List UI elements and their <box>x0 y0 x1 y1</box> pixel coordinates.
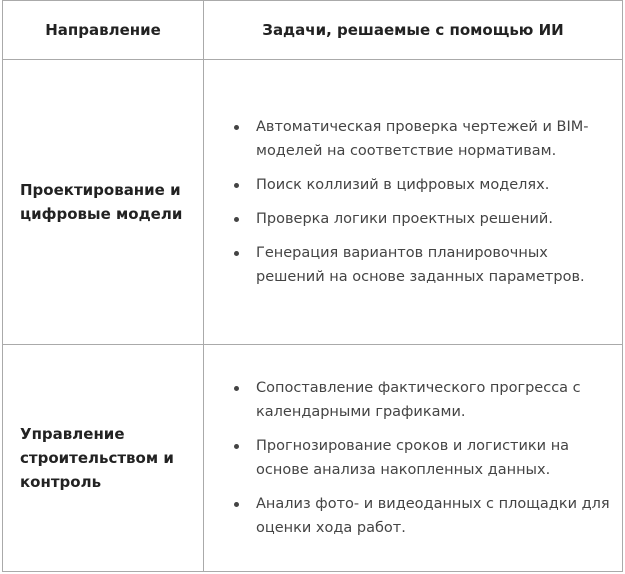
header-tasks: Задачи, решаемые с помощью ИИ <box>204 1 623 60</box>
list-item <box>232 115 610 163</box>
table-row <box>3 345 623 572</box>
task-text: Автоматическая проверка чертежей и BIM-моделей на соответствие нормативам. <box>256 119 589 159</box>
list-item <box>232 434 610 482</box>
bullet-icon <box>234 183 239 188</box>
list-item <box>232 173 610 197</box>
header-direction: Направление <box>3 1 204 60</box>
bullet-icon <box>234 502 239 507</box>
list-item <box>232 376 610 424</box>
table-row <box>3 60 623 345</box>
bullet-icon <box>234 125 239 130</box>
tasks-cell <box>204 345 623 572</box>
bullet-icon <box>234 217 239 222</box>
tasks-list <box>232 376 610 540</box>
bullet-icon <box>234 386 239 391</box>
task-text: Анализ фото- и видеоданных с площадки для оценки хода работ. <box>256 496 610 536</box>
list-item <box>232 207 610 231</box>
task-text: Прогнозирование сроков и логистики на основе анализа накопленных данных. <box>256 438 570 478</box>
task-text: Генерация вариантов планировочных решений на основе заданных параметров. <box>256 245 585 285</box>
direction-cell: Проектирование и цифровые модели <box>3 60 204 345</box>
direction-cell: Управление строительством и контроль <box>3 345 204 572</box>
ai-tasks-table <box>2 0 623 572</box>
task-text: Сопоставление фактического прогресса с календарными графиками. <box>256 380 581 420</box>
task-text: Проверка логики проектных решений. <box>256 211 553 227</box>
task-text: Поиск коллизий в цифровых моделях. <box>256 177 550 193</box>
table-header-row <box>3 1 623 60</box>
tasks-list <box>232 115 610 289</box>
tasks-cell <box>204 60 623 345</box>
bullet-icon <box>234 444 239 449</box>
bullet-icon <box>234 251 239 256</box>
list-item <box>232 241 610 289</box>
list-item <box>232 492 610 540</box>
